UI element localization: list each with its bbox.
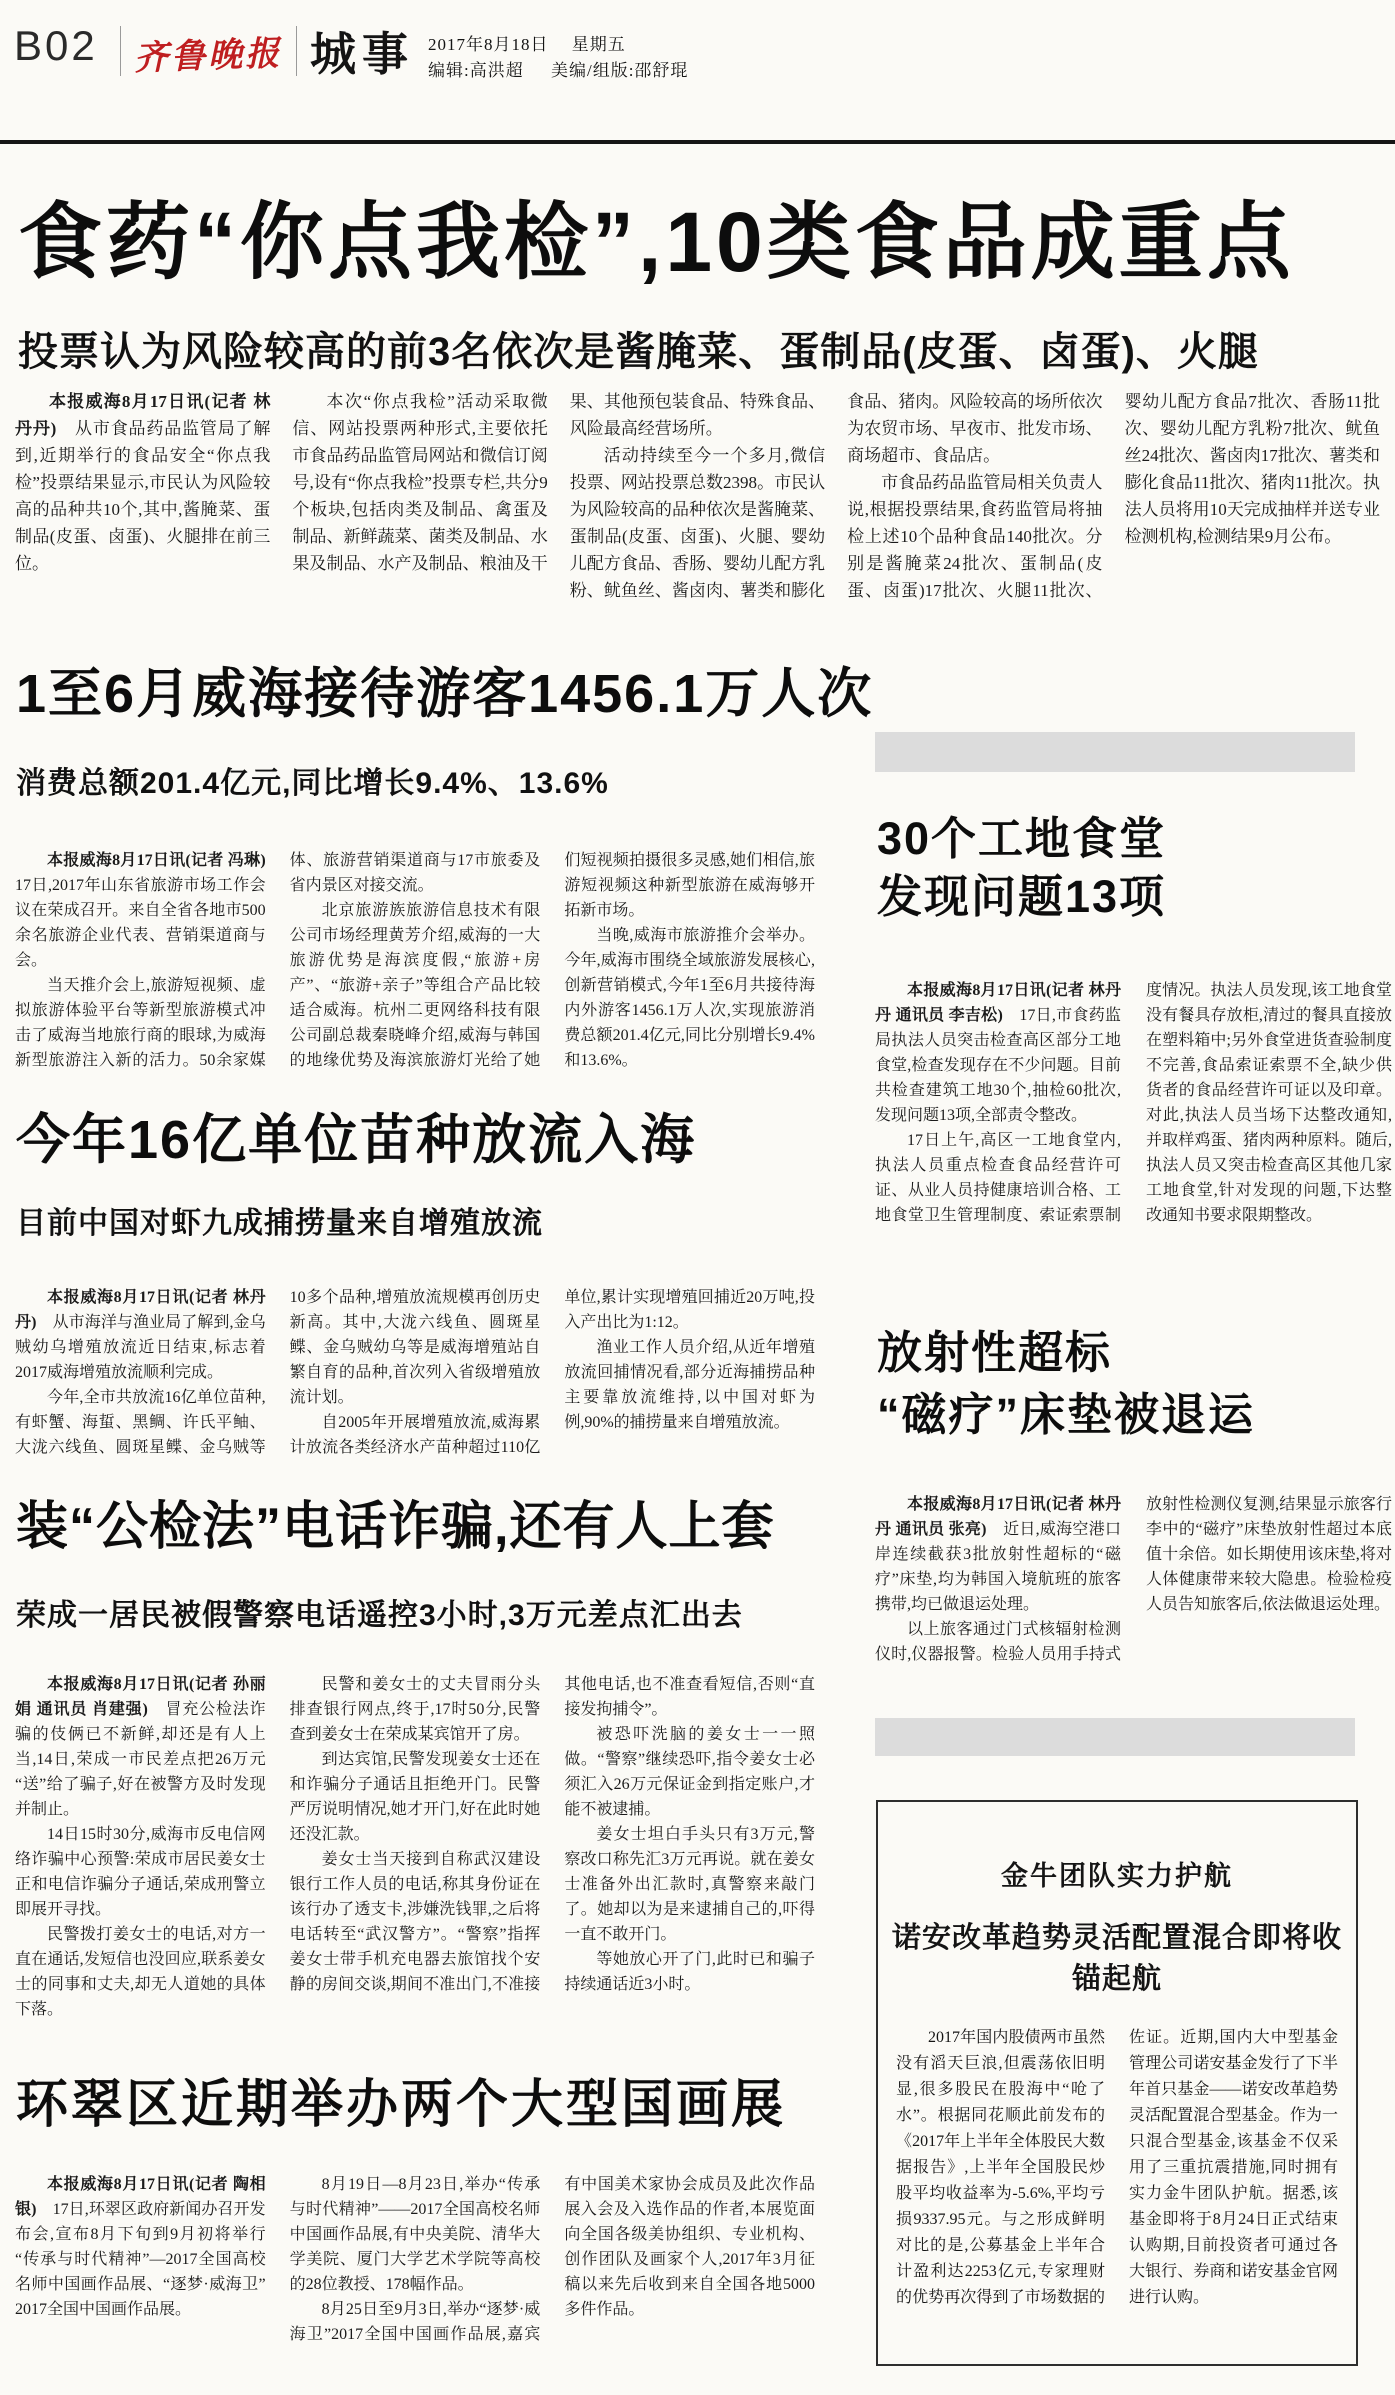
staff-credits <box>428 56 688 81</box>
ad-title-primary: 金牛团队实力护航 <box>1001 1861 1233 1891</box>
article-scam-subhead: 荣成一居民被假警察电话遥控3小时,3万元差点汇出去 <box>16 1599 743 1632</box>
lead-text: 近日,威海空港口岸连续截获3批放射性超标的“磁疗”床垫,均为韩国入境航班的旅客携带,均已做退运处理。 <box>875 1521 1121 1613</box>
masthead-logo: 齐鲁晚报 <box>133 35 283 78</box>
lead-text: 17日,环翠区政府新闻办召开发布会,宣布8月下旬到9月初将举行“传承与时代精神”—2017全国高校名师中国画作品展、“逐梦·威海卫”2017全国中国画作品展。 <box>15 2201 266 2318</box>
dateline: 本报威海8月17日讯(记者 孙丽娟 通讯员 肖建强) <box>15 1676 266 1718</box>
paragraph: 17日上午,高区一工地食堂内,执法人员重点检查食品经营许可证、从业人员持健康培训合格、工地食堂卫生管理制度、索证索票制度情况。执法人员发现,该工地食堂没有餐具存放柜,清过的餐具直接放在塑料箱中;另外食堂进货查验制度不完善,食品索证索票不全,缺少供货者的食品经营许可证以及印章。对此,执法人员当场下达整改通知,并取样鸡蛋、猪肉两种原料。随后,执法人员又突击检查高区其他几家工地食堂,针对发现的问题,下达整改通知书要求限期整改。 <box>875 982 1392 1224</box>
headline-line: “磁疗”床垫被退运 <box>877 1389 1256 1440</box>
paragraph: 北京旅游族旅游信息技术有限公司市场经理黄芳介绍,威海的一大旅游优势是海滨度假,“旅游+房产”、“旅游+亲子”等组合产品比较适合威海。杭州二更网络科技有限公司副总裁秦晓峰介绍,威海与韩国的地缘优势及海滨旅游灯光给了她们短视频拍摄很多灵感,她们相信,旅游短视频这种新型旅游在威海够开拓新市场。 <box>289 852 815 1069</box>
lead-paragraph <box>15 388 270 577</box>
header-divider <box>120 26 121 76</box>
paragraph: 自2005年开展增殖放流,威海累计放流各类经济水产苗种超过110亿单位,累计实现增殖回捕近20万吨,投入产出比为1:12。 <box>289 1289 815 1456</box>
paragraph: 本次“你点我检”活动采取微信、网站投票两种形式,主要依托市食品药品监管局网站和微信订阅号,设有“你点我检”投票专栏,共分9个板块,包括肉类及制品、禽蛋及制品、新鲜蔬菜、菌类及制品、水果及制品、水产及制品、粮油及干果、其他预包装食品、特殊食品、风险最高经营场所。 <box>292 392 826 573</box>
paragraph: 8月25日至9月3日,举办“逐梦·威海卫”2017全国中国画作品展,嘉宾有中国美术家协会成员及此次作品展入会及入选作品的作者,本展览面向全国各级美协组织、专业机构、创作团队及画家个人,2017年3月征稿以来先后收到来自全国各地5000多件作品。 <box>289 2176 815 2343</box>
page-number: B02 <box>14 22 98 69</box>
article-tourism-body <box>15 848 815 1073</box>
paragraph: 渔业工作人员介绍,从近年增殖放流回捕情况看,部分近海捕捞品种主要靠放流维持,以中国对虾为例,90%的捕捞量来自增殖放流。 <box>564 1339 815 1431</box>
paragraph: 14日15时30分,威海市反电信网络诈骗中心预警:荣成市居民姜女士正和电信诈骗分子通话,荣成刑警立即展开寻找。 <box>15 1826 266 1918</box>
article-food-subhead: 投票认为风险较高的前3名依次是酱腌菜、蛋制品(皮蛋、卤蛋)、火腿 <box>18 330 1259 374</box>
lead-text: 从市海洋与渔业局了解到,金乌贼幼乌增殖放流近日结束,标志着2017威海增殖放流顺利完成。 <box>15 1314 266 1381</box>
lead-paragraph <box>15 1672 266 1822</box>
article-mattress-headline <box>877 1322 1255 1446</box>
issue-date <box>428 30 626 55</box>
weekday-label: 星期五 <box>571 35 626 54</box>
lead-paragraph <box>15 1285 266 1385</box>
lead-paragraph <box>875 978 1121 1128</box>
paragraph: 民警和姜女士的丈夫冒雨分头排查银行网点,终于,17时50分,民警查到姜女士在荣成某宾馆开了房。 <box>289 1676 541 1743</box>
headline-line: 30个工地食堂 <box>877 813 1167 864</box>
date-text: 2017年8月18日 <box>428 35 549 54</box>
article-tourism-headline: 1至6月威海接待游客1456.1万人次 <box>16 664 874 724</box>
editor-credit: 编辑:高洪超 <box>428 61 524 80</box>
article-painting-headline: 环翠区近期举办两个大型国画展 <box>16 2076 787 2134</box>
article-food-body <box>15 388 1380 604</box>
dateline: 本报威海8月17日讯(记者 林丹丹 通讯员 张亮) <box>875 1496 1121 1538</box>
paragraph: 当晚,威海市旅游推介会举办。今年,威海市围绕全域旅游发展核心,创新营销模式,今年1至6月共接待海内外游客1456.1万人次,实现旅游消费总额201.4亿元,同比分别增长9.4%和13.6%。 <box>564 927 815 1069</box>
paragraph: 等她放心开了门,此时已和骗子持续通话近3小时。 <box>564 1951 815 1993</box>
article-scam-headline: 装“公检法”电话诈骗,还有人上套 <box>16 1498 775 1556</box>
article-canteen-headline <box>877 810 1166 926</box>
dateline: 本报威海8月17日讯(记者 冯琳) <box>47 852 282 869</box>
paragraph: 活动持续至今一个多月,微信投票、网站投票总数2398。市民认为风险较高的品种依次是酱腌菜、蛋制品(皮蛋、卤蛋)、火腿、婴幼儿配方食品、香肠、婴幼儿配方乳粉、鱿鱼丝、酱卤肉、薯类和膨化食品、猪肉。风险较高的场所依次为农贸市场、早夜市、批发市场、商场超市、食品店。 <box>569 392 1103 600</box>
article-fry-headline: 今年16亿单位苗种放流入海 <box>16 1110 697 1170</box>
lead-paragraph <box>15 848 282 973</box>
dateline: 本报威海8月17日讯(记者 陶相银) <box>15 2176 266 2218</box>
paragraph: 2017年国内股债两市虽然没有滔天巨浪,但震荡依旧明显,很多股民在股海中“呛了水”。根据同花顺此前发布的《2017年上半年全体股民大数据报告》,上半年全国股民炒股平均收益率为-5.6%,平均亏损9337.95元。与之形成鲜明对比的是,公募基金上半年合计盈利达2253亿元,专家理财的优势再次得到了市场数据的佐证。近期,国内大中型基金管理公司诺安基金发行了下半年首只基金——诺安改革趋势灵活配置混合型基金。作为一只混合型基金,该基金不仅采用了三重抗震措施,同时拥有实力金牛团队护航。据悉,该基金即将于8月24日正式结束认购期,目前投资者可通过各大银行、券商和诺安基金官网进行认购。 <box>896 2029 1338 2306</box>
header-rule <box>0 140 1395 144</box>
lead-text: 冒充公检法诈骗的伎俩已不新鲜,却还是有人上当,14日,荣成一市民差点把26万元“送”给了骗子,好在被警方及时发现并制止。 <box>15 1701 266 1818</box>
dateline: 本报威海8月17日讯(记者 林丹丹) <box>15 1289 266 1331</box>
article-canteen-body <box>875 978 1392 1228</box>
article-tourism-subhead: 消费总额201.4亿元,同比增长9.4%、13.6% <box>16 767 609 800</box>
ad-title-secondary: 诺安改革趋势灵活配置混合即将收锚起航 <box>891 1922 1342 1995</box>
paragraph: 到达宾馆,民警发现姜女士还在和诈骗分子通话且拒绝开门。民警严厉说明情况,她才开门,好在此时她还没汇款。 <box>289 1751 541 1843</box>
paragraph: 今年,全市共放流16亿单位苗种,有虾蟹、海蜇、黑鲷、许氏平鲉、大泷六线鱼、圆斑星鲽、金乌贼等10多个品种,增殖放流规模再创历史新高。其中,大泷六线鱼、圆斑星鲽、金乌贼幼乌等是威海增殖站自繁自育的品种,首次列入省级增殖放流计划。 <box>15 1289 541 1456</box>
paragraph: 姜女士坦白手头只有3万元,警察改口称先汇3万元再说。就在姜女士准备外出汇款时,真警察来敲门了。她却以为是来逮捕自己的,吓得一直不敢开门。 <box>564 1826 815 1943</box>
header-divider <box>296 26 297 76</box>
article-mattress-body <box>875 1492 1392 1667</box>
lead-text: 从市食品药品监管局了解到,近期举行的食品安全“你点我检”投票结果显示,市民认为风险较高的品种共10个,其中,酱腌菜、蛋制品(皮蛋、卤蛋)、火腿排在前三位。 <box>15 419 271 573</box>
paragraph: 民警拨打姜女士的电话,对方一直在通话,发短信也没回应,联系姜女士的同事和丈夫,却无人道她的具体下落。 <box>15 1926 266 2018</box>
article-painting-body <box>15 2172 815 2347</box>
article-fry-body <box>15 1285 815 1460</box>
lead-paragraph <box>875 1492 1121 1617</box>
paragraph: 8月19日—8月23日,举办“传承与时代精神”——2017全国高校名师中国画作品展,有中央美院、清华大学美院、厦门大学艺术学院等高校的28位教授、178幅作品。 <box>289 2176 541 2293</box>
paragraph: 当天推介会上,旅游短视频、虚拟旅游体验平台等新型旅游模式冲击了威海当地旅行商的眼球,为威海新型旅游注入新的活力。50余家媒体、旅游营销渠道商与17市旅委及省内景区对接交流。 <box>15 852 541 1069</box>
paragraph: 被恐吓洗脑的姜女士一一照做。“警察”继续恐吓,指令姜女士必须汇入26万元保证金到指定账户,才能不被逮捕。 <box>564 1726 815 1818</box>
article-scam-body <box>15 1672 815 2022</box>
article-food-headline: 食药“你点我检”,10类食品成重点 <box>18 195 1295 289</box>
lead-text: 17日,市食药监局执法人员突击检查高区部分工地食堂,检查发现存在不少问题。目前共检查建筑工地30个,抽检60批次,发现问题13项,全部责令整改。 <box>875 1007 1121 1124</box>
lead-text: 17日,2017年山东省旅游市场工作会议在荣成召开。来自全省各地市500余名旅游企业代表、营销渠道商与会。 <box>15 877 266 969</box>
dateline: 本报威海8月17日讯(记者 林丹丹) <box>15 392 271 438</box>
headline-line: 放射性超标 <box>877 1327 1113 1378</box>
article-fry-subhead: 目前中国对虾九成捕捞量来自增殖放流 <box>16 1207 543 1240</box>
dateline: 本报威海8月17日讯(记者 林丹丹 通讯员 李吉松) <box>875 982 1121 1024</box>
designer-credit: 美编/组版:邵舒琨 <box>550 61 689 80</box>
lead-paragraph <box>15 2172 266 2322</box>
paragraph: 市食品药品监管局相关负责人说,根据投票结果,食药监管局将抽检上述10个品种食品140批次。分别是酱腌菜24批次、蛋制品(皮蛋、卤蛋)17批次、火腿11批次、婴幼儿配方食品7批次、香肠11批次、婴幼儿配方乳粉7批次、鱿鱼丝24批次、酱卤肉17批次、薯类和膨化食品11批次、猪肉11批次。执法人员将用10天完成抽样并送专业检测机构,检测结果9月公布。 <box>847 392 1380 600</box>
ad-body <box>896 2025 1338 2311</box>
headline-line: 发现问题13项 <box>877 871 1167 922</box>
paragraph: 以上旅客通过门式核辐射检测仪时,仪器报警。检验人员用手持式放射性检测仪复测,结果显示旅客行李中的“磁疗”床垫放射性超过本底值十余倍。如长期使用该床垫,将对人体健康带来较大隐患。检验检疫人员告知旅客后,依法做退运处理。 <box>875 1496 1392 1663</box>
section-title: 城事 <box>310 28 414 80</box>
divider-bar <box>875 1718 1355 1756</box>
divider-bar <box>875 732 1355 772</box>
fund-ad-box <box>876 1800 1358 2366</box>
paragraph: 姜女士当天接到自称武汉建设银行工作人员的电话,称其身份证在该行办了透支卡,涉嫌洗钱罪,之后将电话转至“武汉警方”。“警察”指挥姜女士带手机充电器去旅馆找个安静的房间交谈,期间不准出门,不准接其他电话,也不准查看短信,否则“直接发拘捕令”。 <box>289 1676 815 1993</box>
